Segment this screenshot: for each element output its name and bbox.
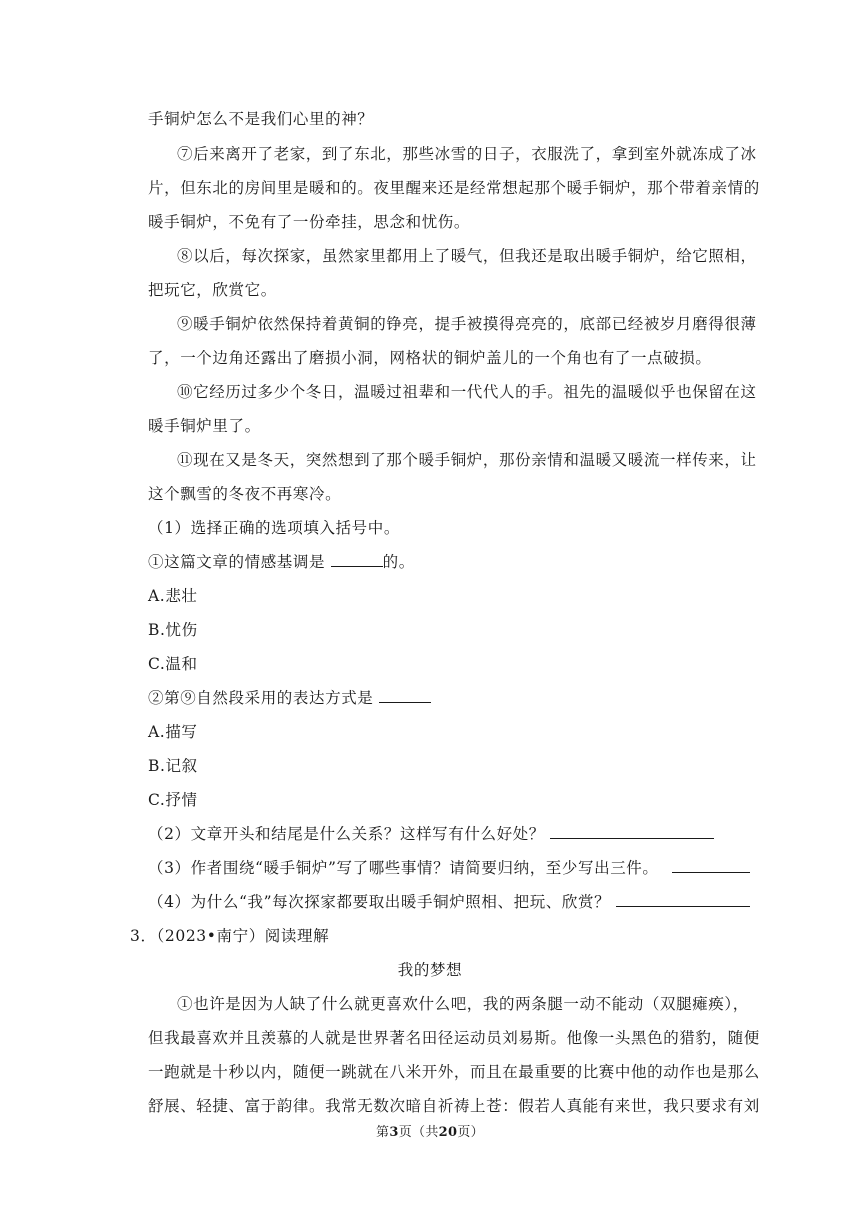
question-1: （1）选择正确的选项填入括号中。 (148, 519, 400, 537)
total-page-number: 20 (438, 1125, 458, 1140)
footer-middle: 页（共 (398, 1125, 439, 1140)
footer-prefix: 第 (376, 1125, 390, 1140)
question-1-2-text: ②第⑨自然段采用的表达方式是 (148, 689, 379, 707)
passage-paragraph-1-line: ①也许是因为人缺了什么就更喜欢什么吧，我的两条腿一动不能动（双腿瘫痪）， (177, 995, 749, 1013)
footer-suffix: 页） (457, 1125, 484, 1140)
option-c: C.温和 (148, 655, 198, 673)
option-c: C.抒情 (148, 791, 198, 809)
option-a: A.悲壮 (148, 587, 198, 605)
paragraph-10-line: 暖手铜炉里了。 (148, 417, 261, 435)
answer-blank[interactable] (616, 892, 750, 907)
question-3-header: 3．（2023•南宁）阅读理解 (130, 927, 330, 945)
answer-blank[interactable] (550, 824, 714, 839)
question-2 (148, 824, 738, 844)
passage-title: 我的梦想 (397, 961, 463, 979)
paragraph-11-line: ⑪现在又是冬天，突然想到了那个暖手铜炉，那份亲情和温暖又暖流一样传来，让 (177, 451, 757, 469)
paragraph-11-line: 这个飘雪的冬夜不再寒冷。 (148, 485, 342, 503)
option-b: B.记叙 (148, 757, 198, 775)
answer-blank[interactable] (672, 858, 750, 873)
answer-blank[interactable] (379, 688, 431, 703)
question-4-text: （4）为什么“我”每次探家都要取出暖手铜炉照相、把玩、欣赏？ (148, 893, 611, 911)
paragraph-9-line: 了，一个边角还露出了磨损小洞，网格状的铜炉盖儿的一个角也有了一点破损。 (148, 349, 712, 367)
question-3-text: （3）作者围绕“暖手铜炉”写了哪些事情？请简要归纳，至少写出三件。 (148, 859, 659, 877)
option-b: B.忧伤 (148, 621, 198, 639)
question-1-1-text: ①这篇文章的情感基调是 (148, 553, 331, 571)
text-line: 手铜炉怎么不是我们心里的神？ (148, 110, 374, 128)
question-2-text: （2）文章开头和结尾是什么关系？这样写有什么好处？ (148, 825, 545, 843)
paragraph-7-line: ⑦后来离开了老家，到了东北，那些冰雪的日子，衣服洗了，拿到室外就冻成了冰 (177, 145, 757, 163)
question-4 (148, 892, 738, 912)
answer-blank[interactable] (331, 552, 383, 567)
passage-paragraph-1-line: 一跑就是十秒以内，随便一跳就在八米开外，而且在最重要的比赛中他的动作也是那么 (148, 1063, 760, 1081)
paragraph-7-line: 片，但东北的房间里是暖和的。夜里醒来还是经常想起那个暖手铜炉，那个带着亲情的 (148, 179, 760, 197)
paragraph-7-line: 暖手铜炉，不免有了一份牵挂，思念和忧伤。 (148, 213, 471, 231)
page-footer (0, 1124, 860, 1142)
question-1-1 (148, 552, 738, 572)
passage-paragraph-1-line: 舒展、轻捷、富于韵律。我常无数次暗自祈祷上苍：假若人真能有来世，我只要求有刘 (148, 1097, 760, 1115)
question-3 (148, 858, 738, 878)
paragraph-8-line: 把玩它，欣赏它。 (148, 281, 277, 299)
current-page-number: 3 (389, 1125, 399, 1140)
question-1-1-suffix: 的。 (382, 553, 415, 571)
option-a: A.描写 (148, 723, 198, 741)
question-1-2 (148, 688, 738, 708)
passage-paragraph-1-line: 但我最喜欢并且羡慕的人就是世界著名田径运动员刘易斯。他像一头黑色的猎豹，随便 (148, 1029, 760, 1047)
paragraph-8-line: ⑧以后，每次探家，虽然家里都用上了暖气，但我还是取出暖手铜炉，给它照相， (177, 247, 757, 265)
paragraph-9-line: ⑨暖手铜炉依然保持着黄铜的铮亮，提手被摸得亮亮的，底部已经被岁月磨得很薄 (177, 315, 757, 333)
paragraph-10-line: ⑩它经历过多少个冬日，温暖过祖辈和一代代人的手。祖先的温暖似乎也保留在这 (177, 383, 757, 401)
